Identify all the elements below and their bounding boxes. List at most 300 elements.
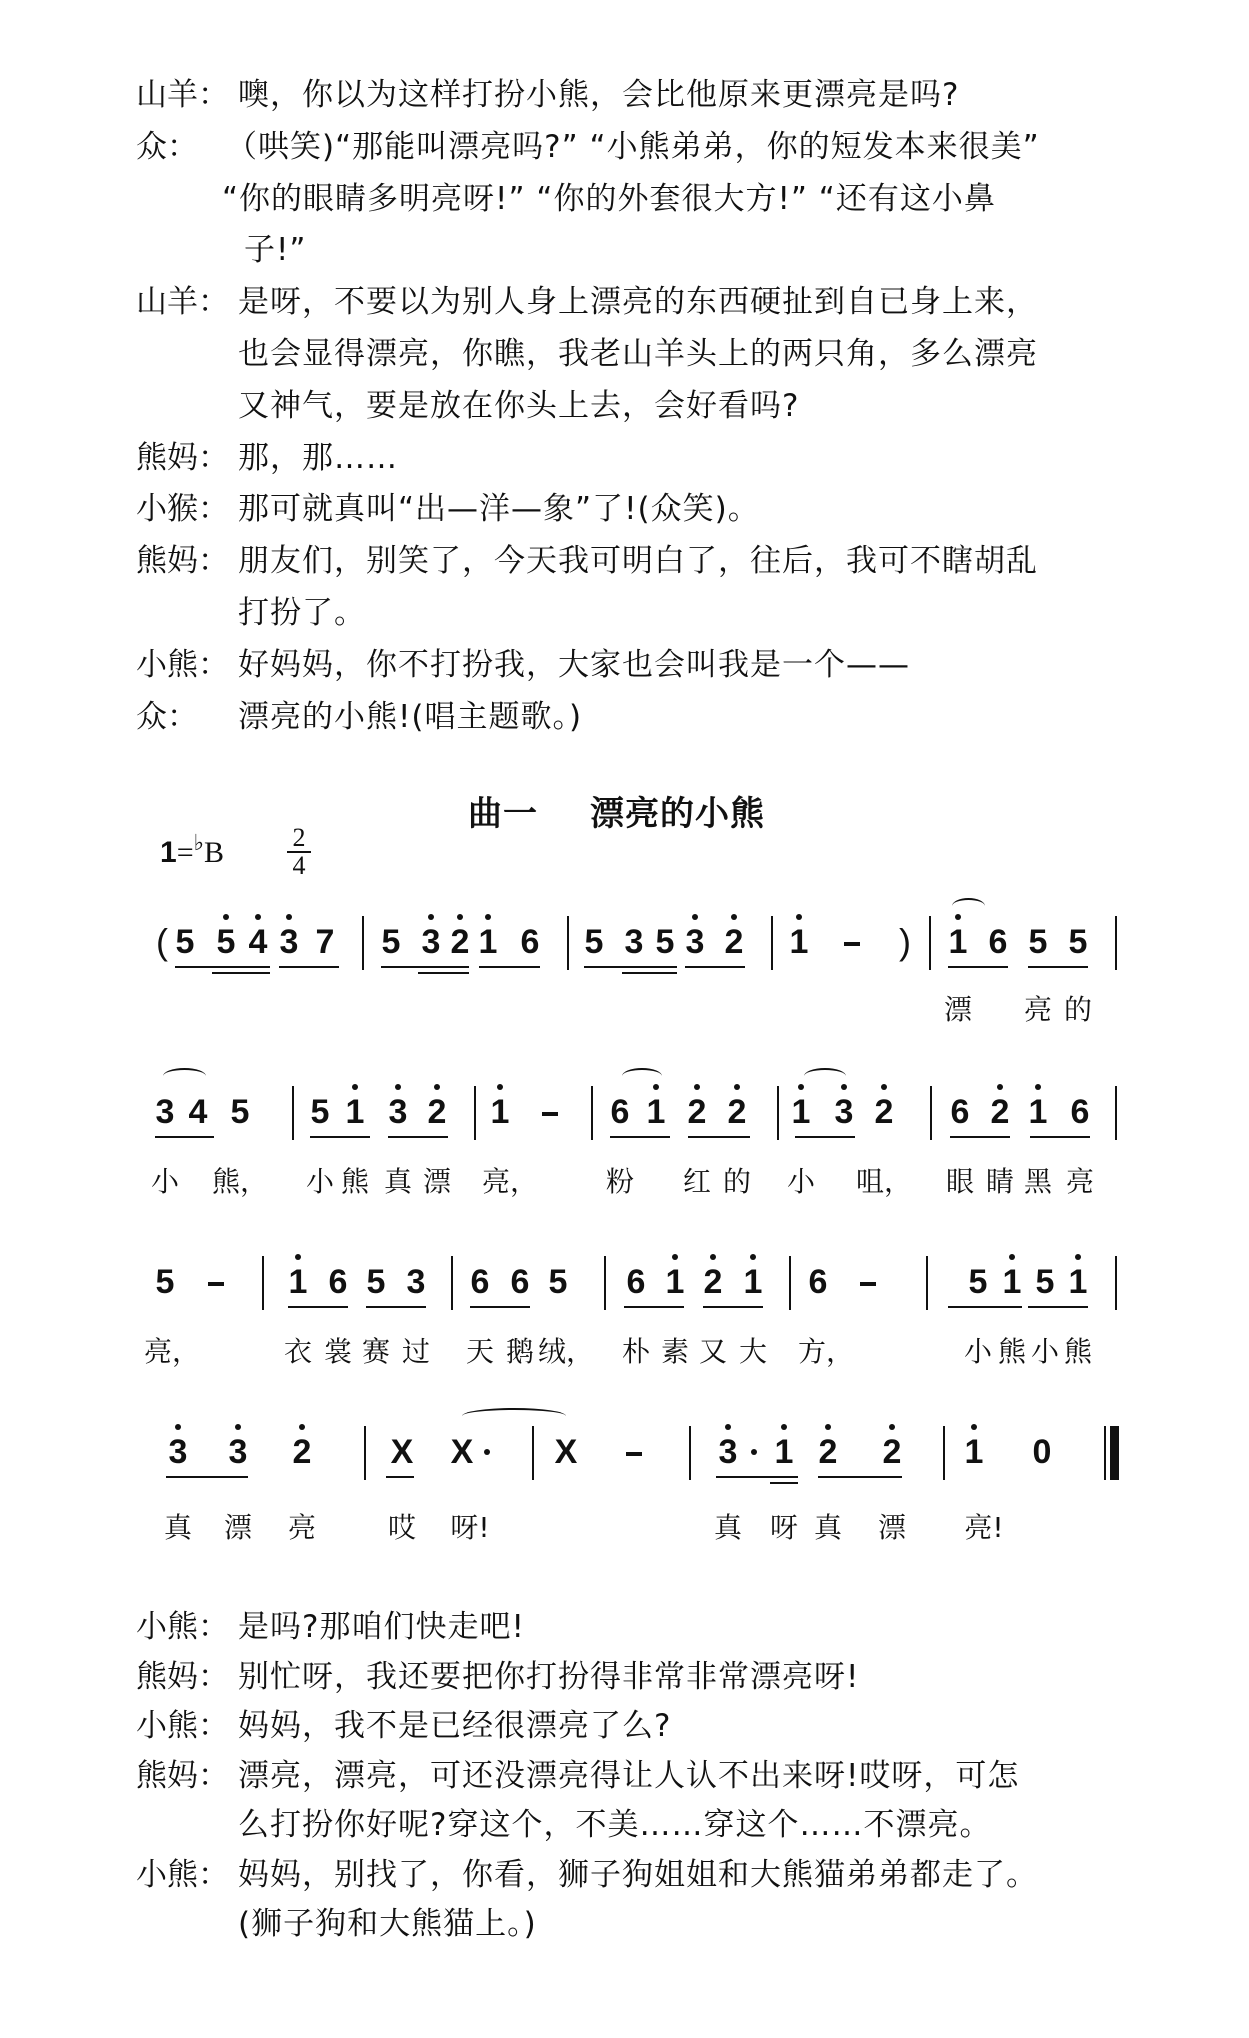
duration-underline [688,1136,750,1138]
lyric-syllable: 方， [797,1335,855,1368]
dialog-text: 那可就真叫“出—洋—象”了!(众笑)。 [238,491,760,528]
high-octave-dot [841,1084,847,1090]
note-digit: 1 [964,1433,984,1471]
note-digit: 1 [646,1093,666,1131]
high-octave-dot [798,1084,804,1090]
dialog-text: 噢，你以为这样打扮小熊，会比他原来更漂亮是吗? [238,77,960,113]
speaker-label: 小熊： [136,1609,229,1645]
speaker-label: 熊妈： [136,1658,229,1695]
high-octave-dot [725,1424,731,1430]
key-signature [160,830,225,880]
speaker-label: 小熊： [136,1856,229,1893]
note-digit: X [390,1433,414,1471]
high-octave-dot [734,1084,740,1090]
note [243,922,273,962]
bar-line [926,1256,928,1310]
note-digit: 6 [950,1093,970,1131]
duration-underline [770,1482,798,1484]
note-digit: 5 [230,1093,250,1131]
sustain-dash [535,1092,565,1132]
dialog-text: 又神气，要是放在你头上去，会好看吗? [238,387,800,424]
lyric-syllable: 又 [698,1335,728,1368]
note-digit: X [450,1433,474,1471]
duration-underline [310,1136,370,1138]
note [445,922,475,962]
note-digit: 1 [665,1263,685,1301]
dialog-text: (狮子狗和大熊猫上。) [238,1906,537,1942]
dialog-line [0,1750,1249,1802]
note [1023,922,1053,962]
note [1065,1092,1095,1132]
note-digit: 1 [948,923,968,961]
note-digit: 5 [1028,923,1048,961]
high-octave-dot [971,1424,977,1430]
dash-mark [542,1112,558,1116]
note-digit: 3 [388,1093,408,1131]
lyric-syllable: 真 [813,1511,843,1544]
duration-underline [388,1136,448,1138]
duration-underline [288,1306,348,1308]
dialog-line [0,121,1249,173]
bar-line [474,1086,476,1140]
lyric-syllable: 亮! [964,1511,1004,1544]
note-digit: 6 [988,923,1008,961]
lyric-syllable: 漂 [422,1165,452,1198]
high-octave-dot [175,1424,181,1430]
lyric-syllable: 真 [383,1165,413,1198]
note [877,1432,907,1472]
song-name: 漂亮的小熊 [590,794,765,834]
song-title [468,786,765,835]
note [983,922,1013,962]
duration-underline [479,966,540,968]
lyric-syllable: 亮 [287,1511,317,1544]
high-octave-dot [299,1424,305,1430]
high-octave-dot [694,1084,700,1090]
dialog-text: 么打扮你好呢?穿这个，不美……穿这个……不漂亮。 [238,1807,992,1843]
duration-underline [1028,1306,1088,1308]
note [287,1432,317,1472]
dialog-text: 漂亮的小熊!(唱主题歌。) [238,698,583,735]
note [813,1432,843,1472]
note [619,922,649,962]
note-digit: 5 [155,1263,175,1301]
high-octave-dot [955,914,961,920]
speaker-label: 小熊： [136,646,229,683]
duration-underline [948,1306,1022,1308]
bar-line [567,916,569,970]
dialog-line [0,1799,1249,1851]
lyric-syllable: 亮 [1065,1165,1095,1198]
high-octave-dot [825,1424,831,1430]
note [274,922,304,962]
duration-underline [624,1306,684,1308]
lyric-syllable: 小 [786,1165,816,1198]
flat-icon: ♭ [193,830,204,855]
note-digit: 3 [834,1093,854,1131]
note [1023,1092,1053,1132]
dialog-line [0,432,1249,484]
dialog-text: 漂亮，漂亮，可还没漂亮得让人认不出来呀!哎呀，可怎 [238,1757,1020,1794]
note [869,1092,899,1132]
lyric-syllable: 衣 [283,1335,313,1368]
speaker-label: 众： [136,698,198,735]
note [473,922,503,962]
note [650,922,680,962]
high-octave-dot [889,1424,895,1430]
speaker-label: 山羊： [136,284,229,321]
note [376,922,406,962]
dialog-text: 那，那…… [238,439,398,476]
lyric-syllable: 小 [963,1335,993,1368]
note-digit: 2 [427,1093,447,1131]
note [738,1262,768,1302]
slur-arc [804,1068,846,1084]
note [340,1092,370,1132]
lyric-syllable: 亮， [143,1335,201,1368]
dialog-line [0,328,1249,380]
duration-underline [366,1306,426,1308]
duration-underline [795,1136,855,1138]
dialog-text: （哄笑)“那能叫漂亮吗?” “小熊弟弟，你的短发本来很美” [226,128,1040,165]
dialog-text: 妈妈，我不是已经很漂亮了么? [238,1708,672,1744]
note-digit: 3 [685,923,705,961]
note-digit: 6 [610,1093,630,1131]
lyric-syllable: 呀 [769,1511,799,1544]
note-digit: 5 [655,923,675,961]
bar-line [604,1256,606,1310]
speaker-label: 山羊： [136,77,229,113]
augmentation-dot [751,1449,757,1455]
duration-underline [212,972,270,974]
lyric-syllable: 素 [660,1335,690,1368]
note-digit: 1 [789,923,809,961]
note-digit: 1 [774,1433,794,1471]
bar-line [1115,916,1117,970]
dialog-line [0,1898,1249,1950]
final-bar-thin [1104,1426,1106,1480]
note-digit: 5 [1068,923,1088,961]
bar-line [930,1086,932,1140]
dialog-text: 是吗?那咱们快走吧! [238,1609,525,1645]
dialog-text: 别忙呀，我还要把你打扮得非常非常漂亮呀! [238,1658,860,1695]
dialog-text: 妈妈，别找了，你看，狮子狗姐姐和大熊猫弟弟都走了。 [238,1856,1038,1893]
speaker-label: 熊妈： [136,543,229,580]
bar-line [777,1086,779,1140]
note-digit: 1 [288,1263,308,1301]
bar-line [532,1426,534,1480]
note [401,1262,431,1302]
note-digit: 5 [381,923,401,961]
bar-line [364,1426,366,1480]
high-octave-dot [881,1084,887,1090]
dialog-line [0,276,1249,328]
note [323,1262,353,1302]
lyric-syllable: 哎 [387,1511,417,1544]
lyric-syllable: 粉 [605,1165,635,1198]
high-octave-dot [781,1424,787,1430]
note-digit: 1 [791,1093,811,1131]
lyric-syllable: 绒， [537,1335,595,1368]
note [551,1432,581,1472]
note-digit: 3 [228,1433,248,1471]
note-digit: 2 [687,1093,707,1131]
lyric-syllable: 呀! [450,1511,490,1544]
dialog-line [0,483,1249,535]
sustain-dash [201,1262,231,1302]
dialog-line [0,1651,1249,1703]
sustain-dash [619,1432,649,1472]
final-bar-thick [1110,1426,1119,1480]
bar-line [262,1256,264,1310]
dialog-line [0,69,1249,121]
high-octave-dot [672,1254,678,1260]
time-signature [287,823,311,880]
high-octave-dot [1009,1254,1015,1260]
note [1027,1432,1057,1472]
note-digit: 5 [310,1093,330,1131]
note [225,1092,255,1132]
speaker-label: 小熊： [136,1708,229,1744]
note [803,1262,833,1302]
note [1063,1262,1093,1302]
sustain-dash [853,1262,883,1302]
bar-line [591,1086,593,1140]
lyric-syllable: 亮 [1023,993,1053,1026]
duration-underline [155,1136,214,1138]
high-octave-dot [796,914,802,920]
lyric-syllable: 的 [1063,993,1093,1026]
note-digit: 2 [882,1433,902,1471]
note-digit: X [554,1433,578,1471]
note [605,1092,635,1132]
key-tonic: 1 [160,836,177,869]
high-octave-dot [255,914,261,920]
duration-underline [584,966,677,968]
bar-line [943,1426,945,1480]
dialog-line [0,535,1249,587]
note [223,1432,253,1472]
note [416,922,446,962]
close-parenthesis: ) [899,921,911,962]
high-octave-dot [295,1254,301,1260]
song-number: 曲一 [468,794,538,834]
dialog-line [0,1700,1249,1752]
note-digit: 6 [470,1263,490,1301]
note [829,1092,859,1132]
note-digit: 5 [548,1263,568,1301]
duration-underline [1030,1136,1090,1138]
note-digit: 3 [718,1433,738,1471]
high-octave-dot [485,914,491,920]
high-octave-dot [731,914,737,920]
note [713,1432,743,1472]
note [786,1092,816,1132]
note [170,922,200,962]
dialog-line [0,1601,1249,1653]
note [579,922,609,962]
note [959,1432,989,1472]
duration-underline [175,966,270,968]
dash-mark [860,1282,876,1286]
note-digit: 6 [626,1263,646,1301]
dialog-text: 也会显得漂亮，你瞧，我老山羊头上的两只角，多么漂亮 [238,336,1038,372]
bar-line [362,916,364,970]
augmentation-dot [484,1449,490,1455]
note [183,1092,213,1132]
duration-underline [818,1476,902,1478]
lyric-syllable: 真 [713,1511,743,1544]
duration-underline [622,972,677,974]
duration-underline [386,1476,414,1478]
note [1063,922,1093,962]
note [945,1092,975,1132]
lyric-syllable: 真 [163,1511,193,1544]
note-digit: 3 [421,923,441,961]
high-octave-dot [692,914,698,920]
note [485,1092,515,1132]
high-octave-dot [497,1084,503,1090]
lyric-syllable: 漂 [943,993,973,1026]
time-signature-top: 2 [292,823,306,852]
duration-underline [950,1136,1010,1138]
bar-line [771,916,773,970]
note-digit: 5 [366,1263,386,1301]
high-octave-dot [395,1084,401,1090]
high-octave-dot [750,1254,756,1260]
high-octave-dot [434,1084,440,1090]
note-digit: 2 [724,923,744,961]
lyric-syllable: 小 [150,1165,180,1198]
note-digit: 2 [450,923,470,961]
high-octave-dot [223,914,229,920]
note [163,1432,193,1472]
high-octave-dot [352,1084,358,1090]
lyric-syllable: 熊 [1063,1335,1093,1368]
dash-mark [208,1282,224,1286]
note [465,1262,495,1302]
note [943,922,973,962]
note [719,922,749,962]
slur-arc [163,1068,206,1084]
note-digit: 5 [1035,1263,1055,1301]
dialog-line [0,691,1249,743]
note [698,1262,728,1302]
note [310,922,340,962]
slur-arc [952,898,985,914]
note [150,1092,180,1132]
lyric-syllable: 鹅 [505,1335,535,1368]
lyric-syllable: 赛 [361,1335,391,1368]
note-digit: 4 [188,1093,208,1131]
dialog-line [0,587,1249,639]
note [660,1262,690,1302]
note [543,1262,573,1302]
note [1030,1262,1060,1302]
lyric-syllable: 的 [722,1165,752,1198]
bar-line [789,1256,791,1310]
dialog-text: 朋友们，别笑了，今天我可明白了，往后，我可不瞎胡乱 [238,543,1038,580]
key-note: B [204,836,225,869]
lyric-syllable: 漂 [877,1511,907,1544]
speaker-label: 众： [136,128,198,165]
note [682,1092,712,1132]
note-digit: 3 [406,1263,426,1301]
lyric-syllable: 朴 [621,1335,651,1368]
note-digit: 2 [874,1093,894,1131]
note-digit: 2 [818,1433,838,1471]
lyric-syllable: 裳 [323,1335,353,1368]
dash-mark [844,942,860,946]
note-digit: 2 [703,1263,723,1301]
bar-line [1115,1256,1117,1310]
dialog-line [0,639,1249,691]
dialog-line [0,173,1249,225]
lyric-syllable: 亮， [481,1165,539,1198]
note-digit: 5 [216,923,236,961]
note [387,1432,417,1472]
dialog-line [0,224,1249,276]
lyric-syllable: 小 [305,1165,335,1198]
note [621,1262,651,1302]
note-digit: 2 [990,1093,1010,1131]
slur-arc [462,1408,566,1424]
lyric-syllable: 熊， [211,1165,269,1198]
note-digit: 3 [155,1093,175,1131]
speaker-label: 小猴： [136,491,229,528]
note [641,1092,671,1132]
lyric-syllable: 眼 [945,1165,975,1198]
note-digit: 1 [490,1093,510,1131]
note-digit: 2 [292,1433,312,1471]
duration-underline [470,1306,530,1308]
duration-underline [610,1136,670,1138]
high-octave-dot [653,1084,659,1090]
note [305,1092,335,1132]
note [515,922,545,962]
open-parenthesis: ( [156,921,168,962]
duration-underline [166,1476,248,1478]
lyric-syllable: 过 [401,1335,431,1368]
dialog-text: “你的眼睛多明亮呀!” “你的外套很大方!” “还有这小鼻 [222,180,996,217]
bar-line [292,1086,294,1140]
note-digit: 1 [478,923,498,961]
note [997,1262,1027,1302]
time-signature-bottom: 4 [292,851,306,880]
note-digit: 7 [315,923,335,961]
key-equals: = [176,836,194,869]
note [784,922,814,962]
lyric-syllable: 睛 [985,1165,1015,1198]
note-digit: 2 [727,1093,747,1131]
note [383,1092,413,1132]
note-digit: 6 [328,1263,348,1301]
note-digit: 3 [168,1433,188,1471]
sustain-dash [837,922,867,962]
note [505,1262,535,1302]
high-octave-dot [997,1084,1003,1090]
bar-line [929,916,931,970]
duration-underline [279,966,339,968]
high-octave-dot [457,914,463,920]
dash-mark [626,1452,642,1456]
lyric-syllable: 熊 [340,1165,370,1198]
note [985,1092,1015,1132]
dialog-text: 是呀，不要以为别人身上漂亮的东西硬扯到自已身上来， [238,284,1038,321]
speaker-label: 熊妈： [136,1757,229,1794]
duration-underline [716,1476,798,1478]
note-digit: 1 [1002,1263,1022,1301]
